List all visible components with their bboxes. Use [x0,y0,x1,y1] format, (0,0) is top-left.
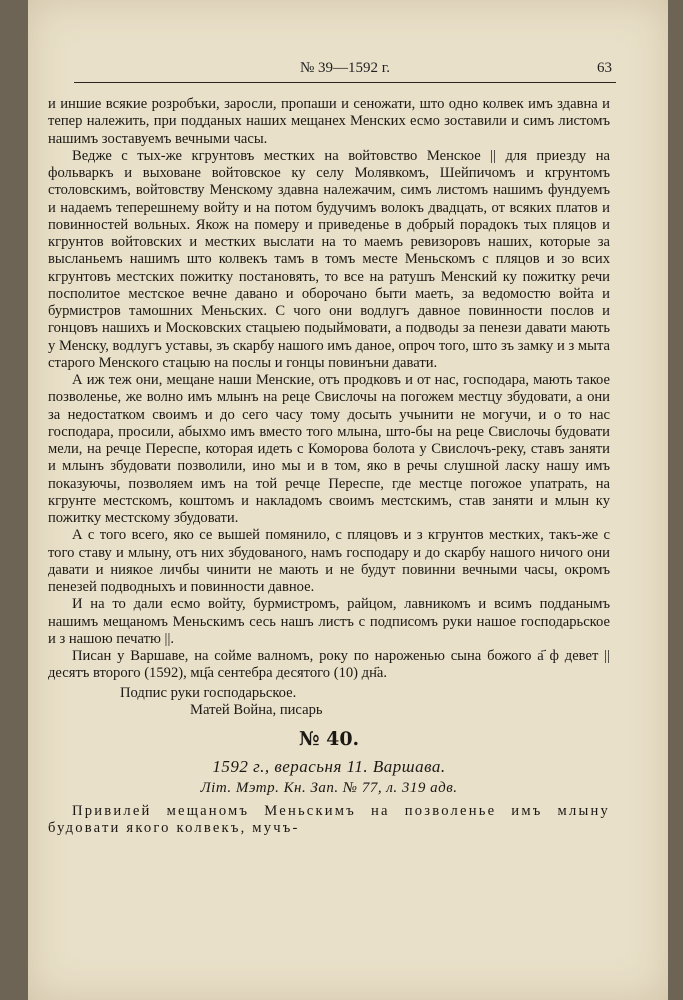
document-number: № 40. [298,728,360,750]
paragraph-exemption: А с того всего, яко се вышей помянило, с пляцовъ и з кгрунтов местких, такъ-же с того ставу и млыну, отъ них збудованого, намъ господару и до скарбу нашого ничого они давати и ниякое личбы чинити не мають и не будут повинни вечными часы, окромъ пенезей подводныхъ и повинности давное. [48,527,610,595]
paragraph-dating: Писан у Варшаве, на сойме валномъ, року по нароженью сына божого а҃ ф девет || десятъ второго (1592), мц҃а сентебра десятого (10) дн҃а. [48,648,610,682]
document-body [48,96,610,837]
page-number: 63 [597,60,612,76]
paragraph-mill: А иж теж они, мещане наши Менские, отъ продковъ и от нас, господара, мають такое позволенье, же волно имъ млынъ на реце Свислочы на погожем местцу збудовати, а они за недостатком своимъ и до сего часу тому досыть учынити не могучи, и о то нас господара, просили, абыхмо имъ вместо того млына, што-бы на реце Свислочы будовати мели, на речце Переспе, которая идеть с Коморова болота у Свислочъ-реку, ставъ заняти и млынъ збудовати позволили, ино мы и в том, яко в речы слушной ласку нашу имъ показуючы, позволяем имъ на той речце Переспе, где местце погожое упатрать, на кгрунте местскомъ, коштомъ и накладомъ своимъ местскимъ, став заняти и млын ку пожитку местскому збудовати. [48,372,610,526]
scribe-line: Матей Война, писарь [190,701,323,718]
document-source: Літ. Мэтр. Кн. Зап. № 77, л. 319 адв. [200,779,458,796]
running-header [74,56,616,83]
document-summary: Привилей мещаномъ Меньскимъ на позволенье имъ млыну будовати якого колвекъ, мучъ- [48,802,610,836]
paragraph-lands: Ведже с тых-же кгрунтовъ местких на войтовство Менское || для приезду на фольваркъ и выховане войтовское ку селу Молявкомъ, Шейпичомъ и кгрунтомъ столовскимъ, войтовству Менскому здавна належачим, симъ листомъ нашимъ фундуемъ и надаемъ теперешнему войту и на потом будучимъ волокъ двадцать, от всяких платов и повинностей вольных. Якож на померу и приведенье в добрый порадокъ тых пляцов и кгрунтов войтовских и местких выслати на то маемъ ревизоровъ наших, которые за высланьемъ нашимъ што колвекъ тамъ в томъ месте Меньскомъ с пляцов и зо всих кгрунтовъ местских пожитку постановять, то все на ратушъ Менский ку пожитку речи посполитое местское вечне давано и оборочано быти маеть, за ведомостю войта и бурмистров тамошних Меньских. С чого они водлугъ давное повинности послов и гонцовъ нашихъ и Московских стацыею подыймовати, а подводы за пенези давати мають у Менску, водлугъ уставы, зъ скарбу нашого имъ даное, опроч того, што зъ замку и з мыта старого Менского стацыю на послы и гонцы повинъни давати. [48,147,610,371]
document-date-place: 1592 г., верасьня 11. Варшава. [212,757,446,777]
signature-line: Подпис руки господарьское. [120,684,297,701]
paragraph-continuation: и иншие всякие розробъки, заросли, пропаши и сеножати, што одно колвек имъ здавна и тепер належить, при подданых наших мещанех Менских есмо зоставили и симъ листомъ нашимъ зоставуемъ вечными часы. [48,96,610,147]
paragraph-grant: И на то дали есмо войту, бурмистромъ, райцом, лавникомъ и всимъ подданымъ нашимъ мещаномъ Меньскимъ сесь нашъ листъ с подписомъ руки нашое господарьское и з нашою печатю ||. [48,596,610,647]
running-title: № 39—1592 г. [299,60,391,76]
